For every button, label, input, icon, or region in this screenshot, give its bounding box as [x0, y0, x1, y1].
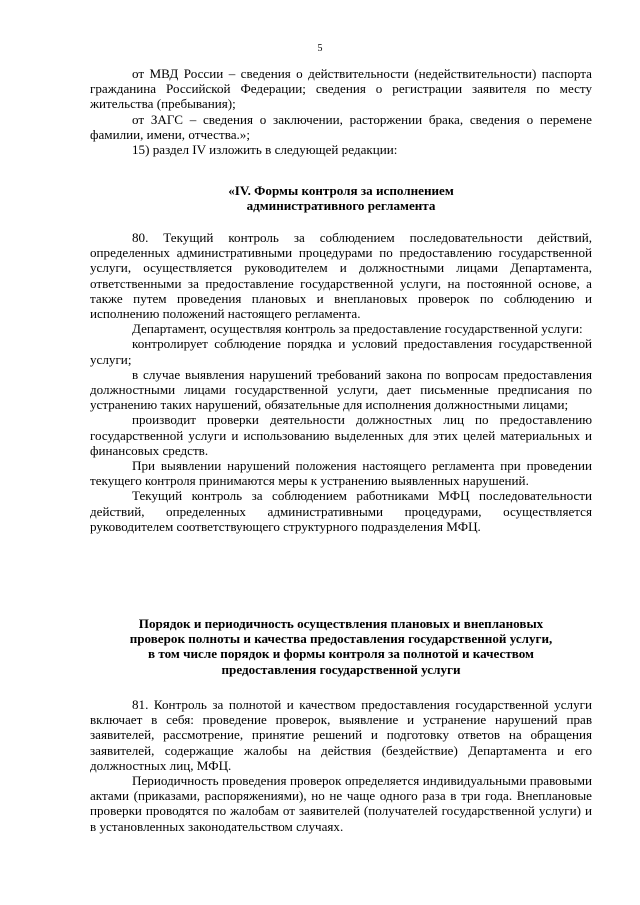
paragraph: в случае выявления нарушений требований закона по вопросам предоставления должностными лицами государственной услуги, дает письменные предписания по устранению таких нарушений, обязательные для исполнения должностными лицами;: [90, 366, 592, 413]
subheading-line: Порядок и периодичность осуществления плановых и внеплановых: [138, 616, 544, 631]
section-1-body: [90, 230, 592, 534]
section-2-body: [90, 697, 592, 834]
section-heading: [90, 183, 592, 213]
paragraph: от ЗАГС – сведения о заключении, расторжении брака, сведения о перемене фамилии, имени, отчества.»;: [90, 111, 592, 142]
paragraph: 81. Контроль за полнотой и качеством предоставления государственной услуги включает в себя: проведение проверок, выявление и устранение нарушений прав заявителей, рассмотрение, принятие решений и подготовку ответов на обращения заявителей, содержащие жалобы на действия (бездействие) Департамента и его должностных лиц, МФЦ.: [90, 697, 592, 773]
paragraph: от МВД России – сведения о действительности (недействительности) паспорта гражданина Российской Федерации; сведения о регистрации заявителя по месту жительства (пребывания);: [90, 66, 592, 112]
paragraph: Департамент, осуществляя контроль за предоставление государственной услуги:: [132, 321, 583, 337]
subheading-line: проверок полноты и качества предоставления государственной услуги,: [129, 631, 553, 647]
page-number: 5: [317, 43, 323, 54]
subheading: [90, 616, 592, 677]
paragraph: Периодичность проведения проверок определяется индивидуальными правовыми актами (приказами, распоряжениями), но не чаще одного раза в три года. Внеплановые проверки проводятся по жалобам от заявителей (получателей государственной услуги) и в установленных законодательством случаях.: [90, 773, 592, 834]
paragraph: Текущий контроль за соблюдением работниками МФЦ последовательности действий, определенных административными процедурами, осуществляется руководителем соответствующего структурного подразделения МФЦ.: [90, 488, 592, 534]
paragraph: контролирует соблюдение порядка и условий предоставления государственной услуги;: [90, 336, 592, 367]
subheading-line: предоставления государственной услуги: [221, 661, 461, 677]
intro-block: [90, 66, 592, 157]
paragraph: 15) раздел IV изложить в следующей редакции:: [132, 142, 398, 158]
section-heading-line: административного регламента: [246, 198, 436, 214]
subheading-line: в том числе порядок и формы контроля за полнотой и качеством: [148, 646, 534, 662]
section-heading-line: «IV. Формы контроля за исполнением: [228, 183, 454, 198]
paragraph: производит проверки деятельности должностных лиц по предоставлению государственной услуги и использованию выделенных для этих целей материальных и финансовых средств.: [90, 412, 592, 458]
paragraph: 80. Текущий контроль за соблюдением последовательности действий, определенных административными процедурами по предоставлению государственной услуги, осуществляется руководителем и должностными лицами Департамента, ответственными за предоставление государственной услуги, на постоянной основе, а также путем проведения плановых и внеплановых проверок по соблюдению и исполнению положений настоящего регламента.: [90, 230, 592, 322]
paragraph: При выявлении нарушений положения настоящего регламента при проведении текущего контроля принимаются меры к устранению выявленных нарушений.: [90, 458, 592, 489]
